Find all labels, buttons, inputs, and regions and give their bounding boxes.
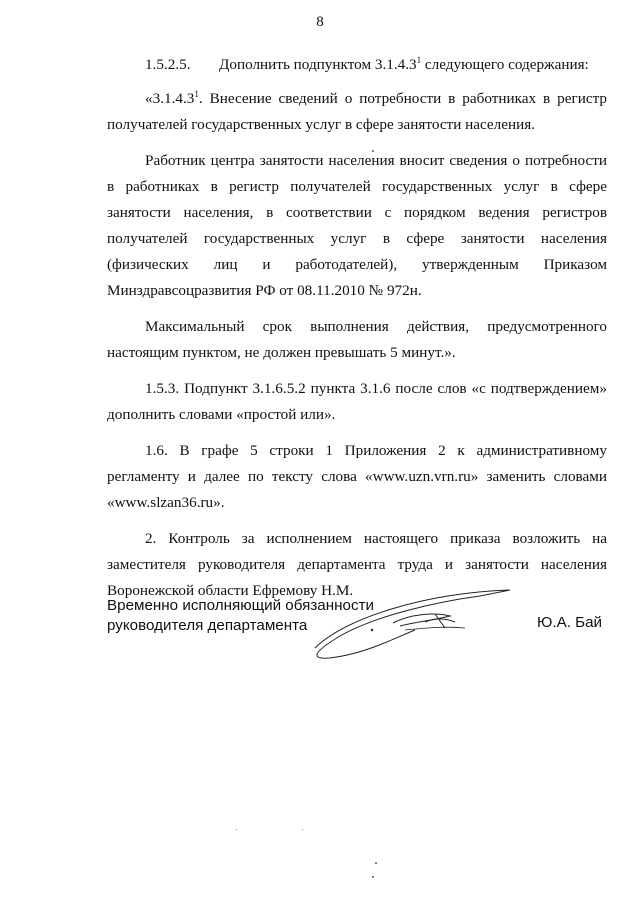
paragraph-2: 2. Контроль за исполнением настоящего приказа возложить на заместителя руководителя департамента труда и занятости населения Воронежской области Ефремову Н.М. (107, 530, 607, 599)
scan-speck (372, 150, 374, 152)
scan-speck (372, 876, 374, 878)
paragraph-1-6: 1.6. В графе 5 строки 1 Приложения 2 к административному регламенту и далее по тексту слова «www.uzn.vrn.ru» заменить словами «www.slzan36.ru». (107, 442, 607, 511)
superscript: 1 (194, 89, 199, 99)
signatory-line-2: руководителя департамента (107, 617, 308, 634)
quote-text: . Внесение сведений о потребности в работниках в регистр получателей государственных услуг в сфере занятости населения. (107, 90, 607, 133)
section-text-before: Дополнить подпунктом 3.1.4.3 (219, 56, 417, 73)
quote-open: «3.1.4.3 (145, 90, 195, 107)
signatory-line-1: Временно исполняющий обязанности (107, 597, 375, 614)
section-number: 1.5.2.5. (145, 56, 191, 73)
signatory-name: Ю.А. Бай (537, 614, 603, 631)
paragraph-worker: Работник центра занятости населения вносит сведения о потребности в работниках в регистр получателей государственных услуг в сфере занятости населения, в соответствии с порядком ведения регистров получателей государственных услуг в сфере занятости населения (физических лиц и работодателей), утвержденным Приказом Минздравсоцразвития РФ от 08.11.2010 № 972н. (107, 152, 607, 299)
paragraph-max-time: Максимальный срок выполнения действия, предусмотренного настоящим пунктом, не должен превышать 5 минут.». (107, 318, 607, 361)
document-body (107, 52, 607, 614)
handwritten-signature (285, 578, 525, 668)
page-number: 8 (316, 14, 324, 30)
section-1-5-2-5 (107, 52, 607, 78)
scan-speck (375, 862, 377, 864)
paragraph-1-5-3: 1.5.3. Подпункт 3.1.6.5.2 пункта 3.1.6 после слов «с подтверждением» дополнить словами «простой или». (107, 380, 607, 423)
scan-speck (302, 829, 303, 830)
superscript: 1 (416, 55, 422, 65)
scan-speck (236, 829, 237, 830)
quote-heading (107, 86, 607, 138)
section-text-after: следующего содержания: (421, 56, 589, 73)
